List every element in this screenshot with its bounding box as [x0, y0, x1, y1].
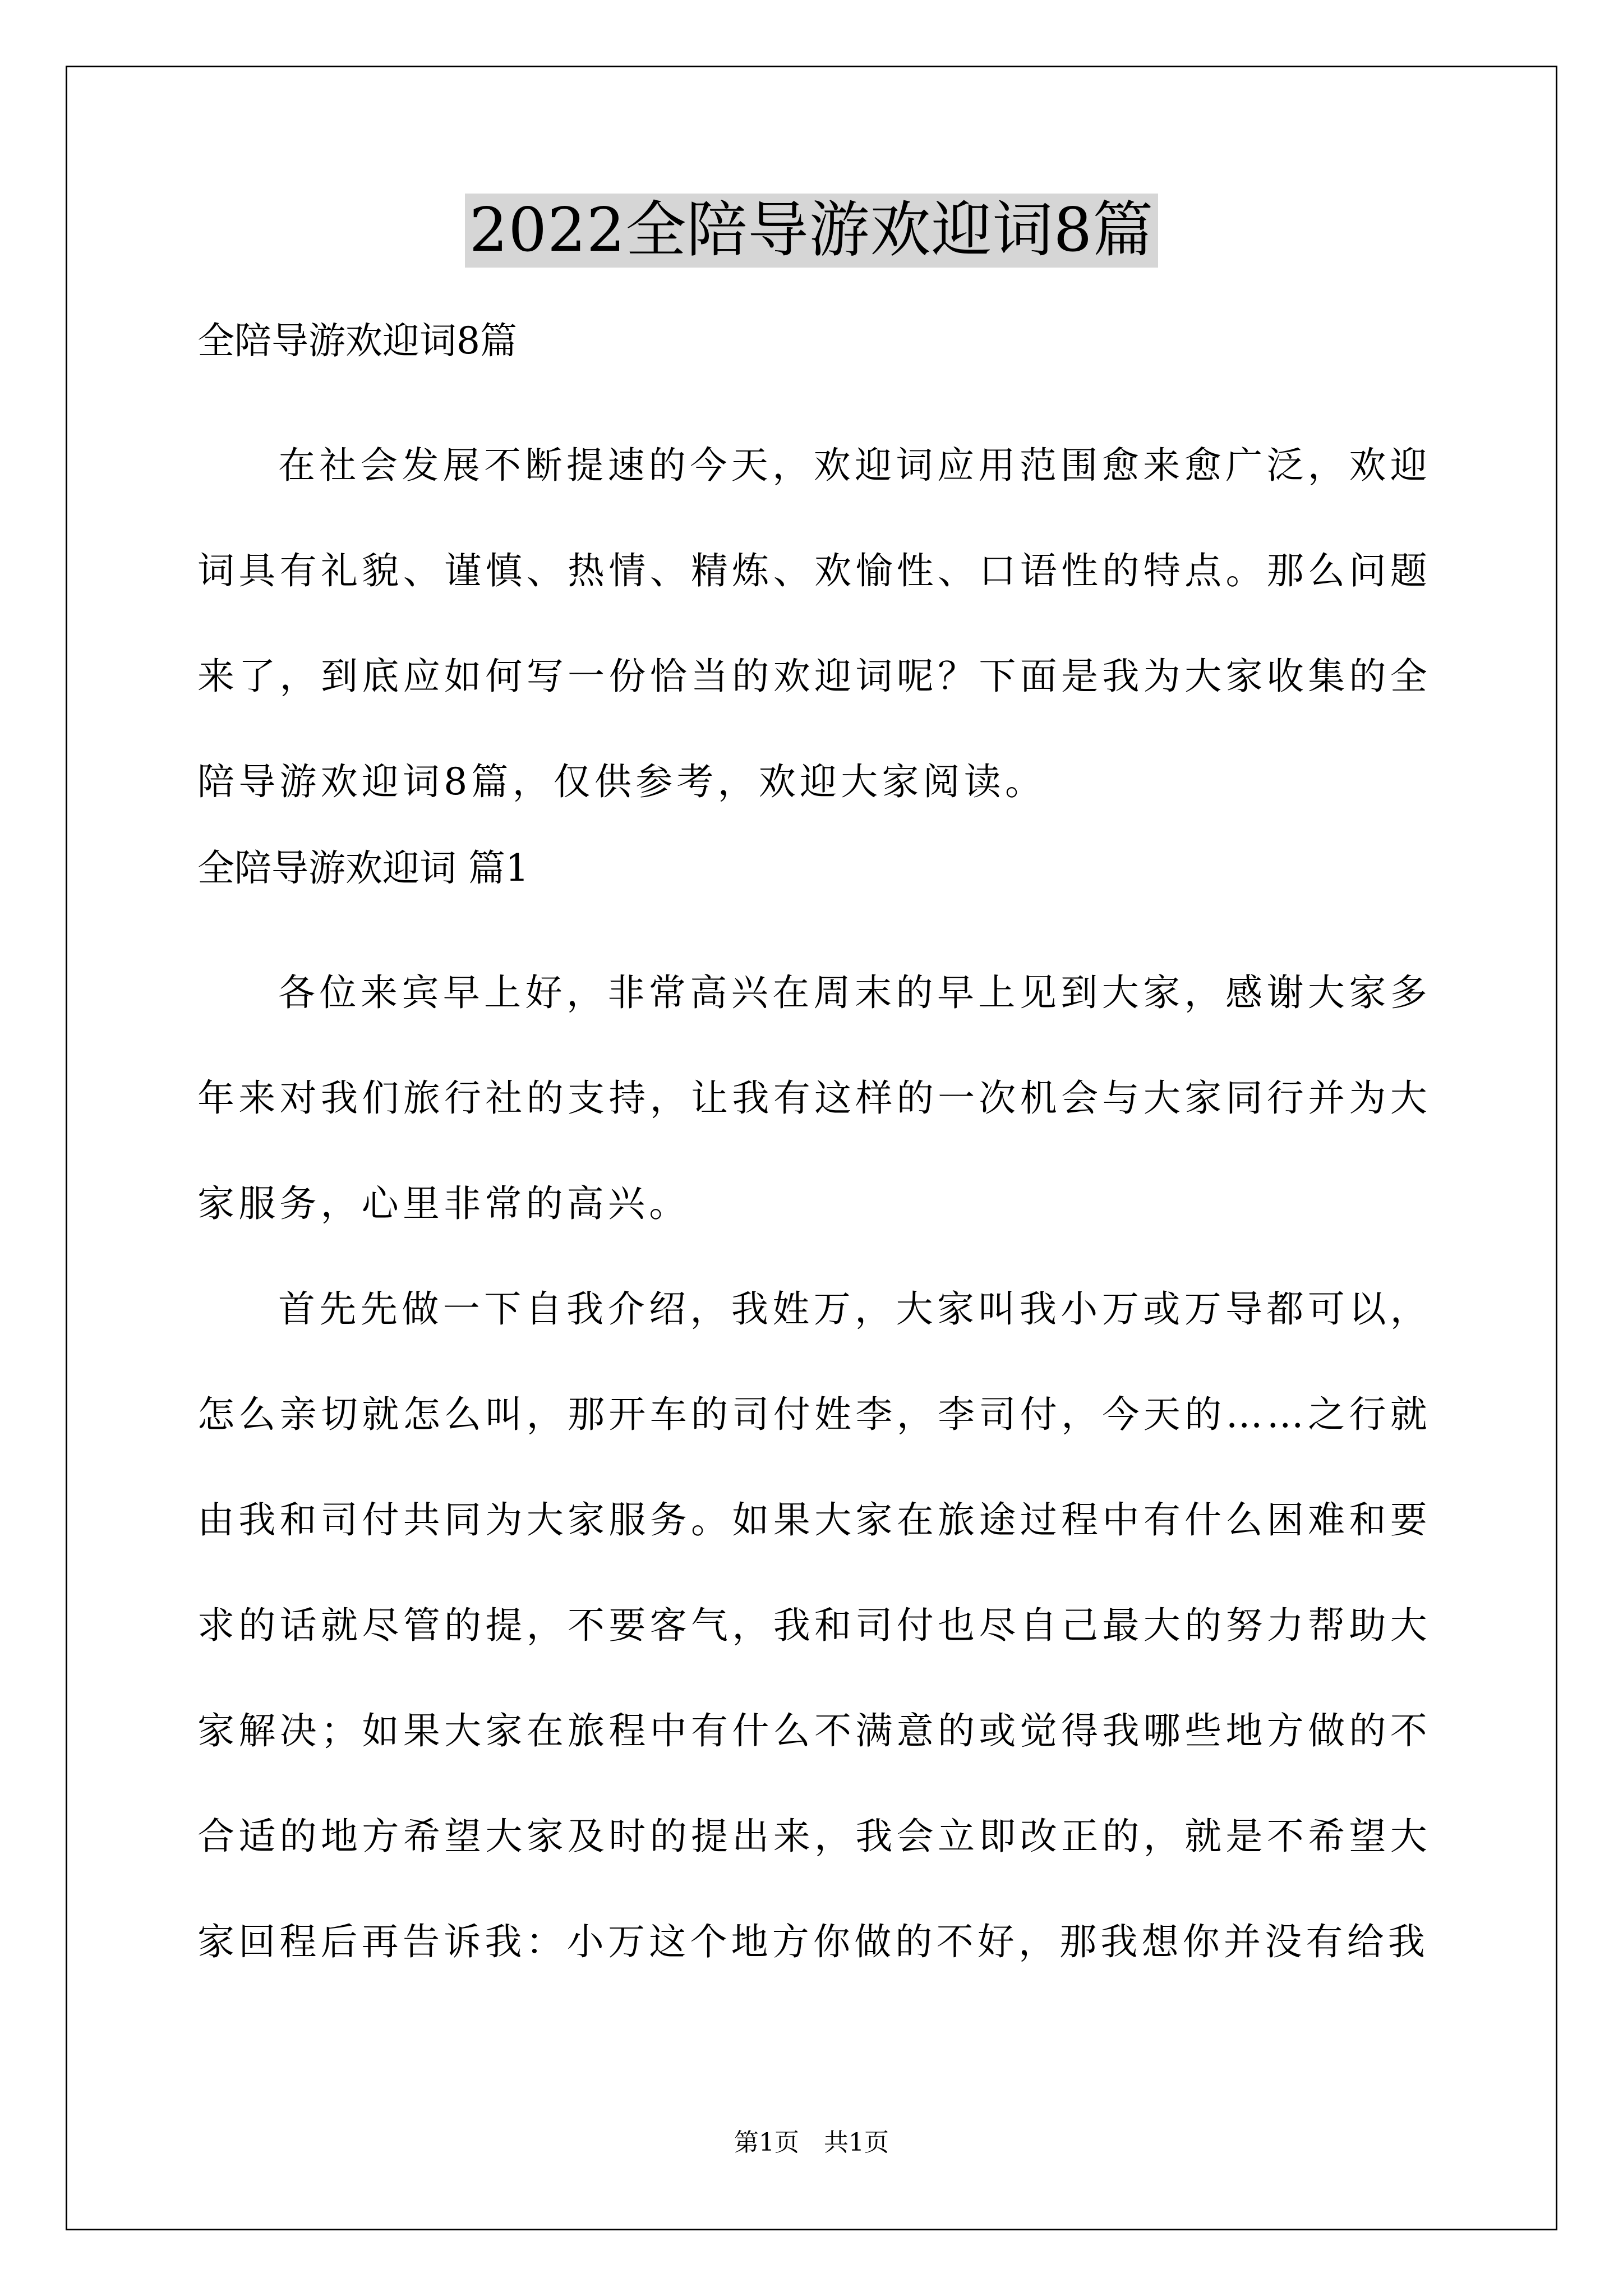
title-container: [0, 194, 1623, 268]
document-body: [197, 307, 1431, 1995]
body-paragraph: 各位来宾早上好，非常高兴在周末的早上见到大家，感谢大家多年来对我们旅行社的支持，让我有这样的一次机会与大家同行并为大家服务，心里非常的高兴。: [197, 971, 1431, 1225]
page-footer: 第1页 共1页: [734, 2128, 889, 2157]
section-heading: 全陪导游欢迎词 篇1: [197, 846, 529, 890]
body-paragraph: 首先先做一下自我介绍，我姓万，大家叫我小万或万导都可以，怎么亲切就怎么叫，那开车的司付姓李，李司付，今天的……之行就由我和司付共同为大家服务。如果大家在旅途过程中有什么困难和要求的话就尽管的提，不要客气，我和司付也尽自己最大的努力帮助大家解决；如果大家在旅程中有什么不满意的或觉得我哪些地方做的不合适的地方希望大家及时的提出来，我会立即改正的，就是不希望大家回程后再告诉我：小万这个地方你做的不好，那我想你并没有给我: [197, 1287, 1431, 1963]
document-title: 2022全陪导游欢迎词8篇: [465, 194, 1159, 268]
intro-paragraph: 在社会发展不断提速的今天，欢迎词应用范围愈来愈广泛，欢迎词具有礼貌、谨慎、热情、精炼、欢愉性、口语性的特点。那么问题来了，到底应如何写一份恰当的欢迎词呢？下面是我为大家收集的全陪导游欢迎词8篇，仅供参考，欢迎大家阅读。: [197, 444, 1431, 803]
document-subtitle: 全陪导游欢迎词8篇: [197, 319, 517, 362]
